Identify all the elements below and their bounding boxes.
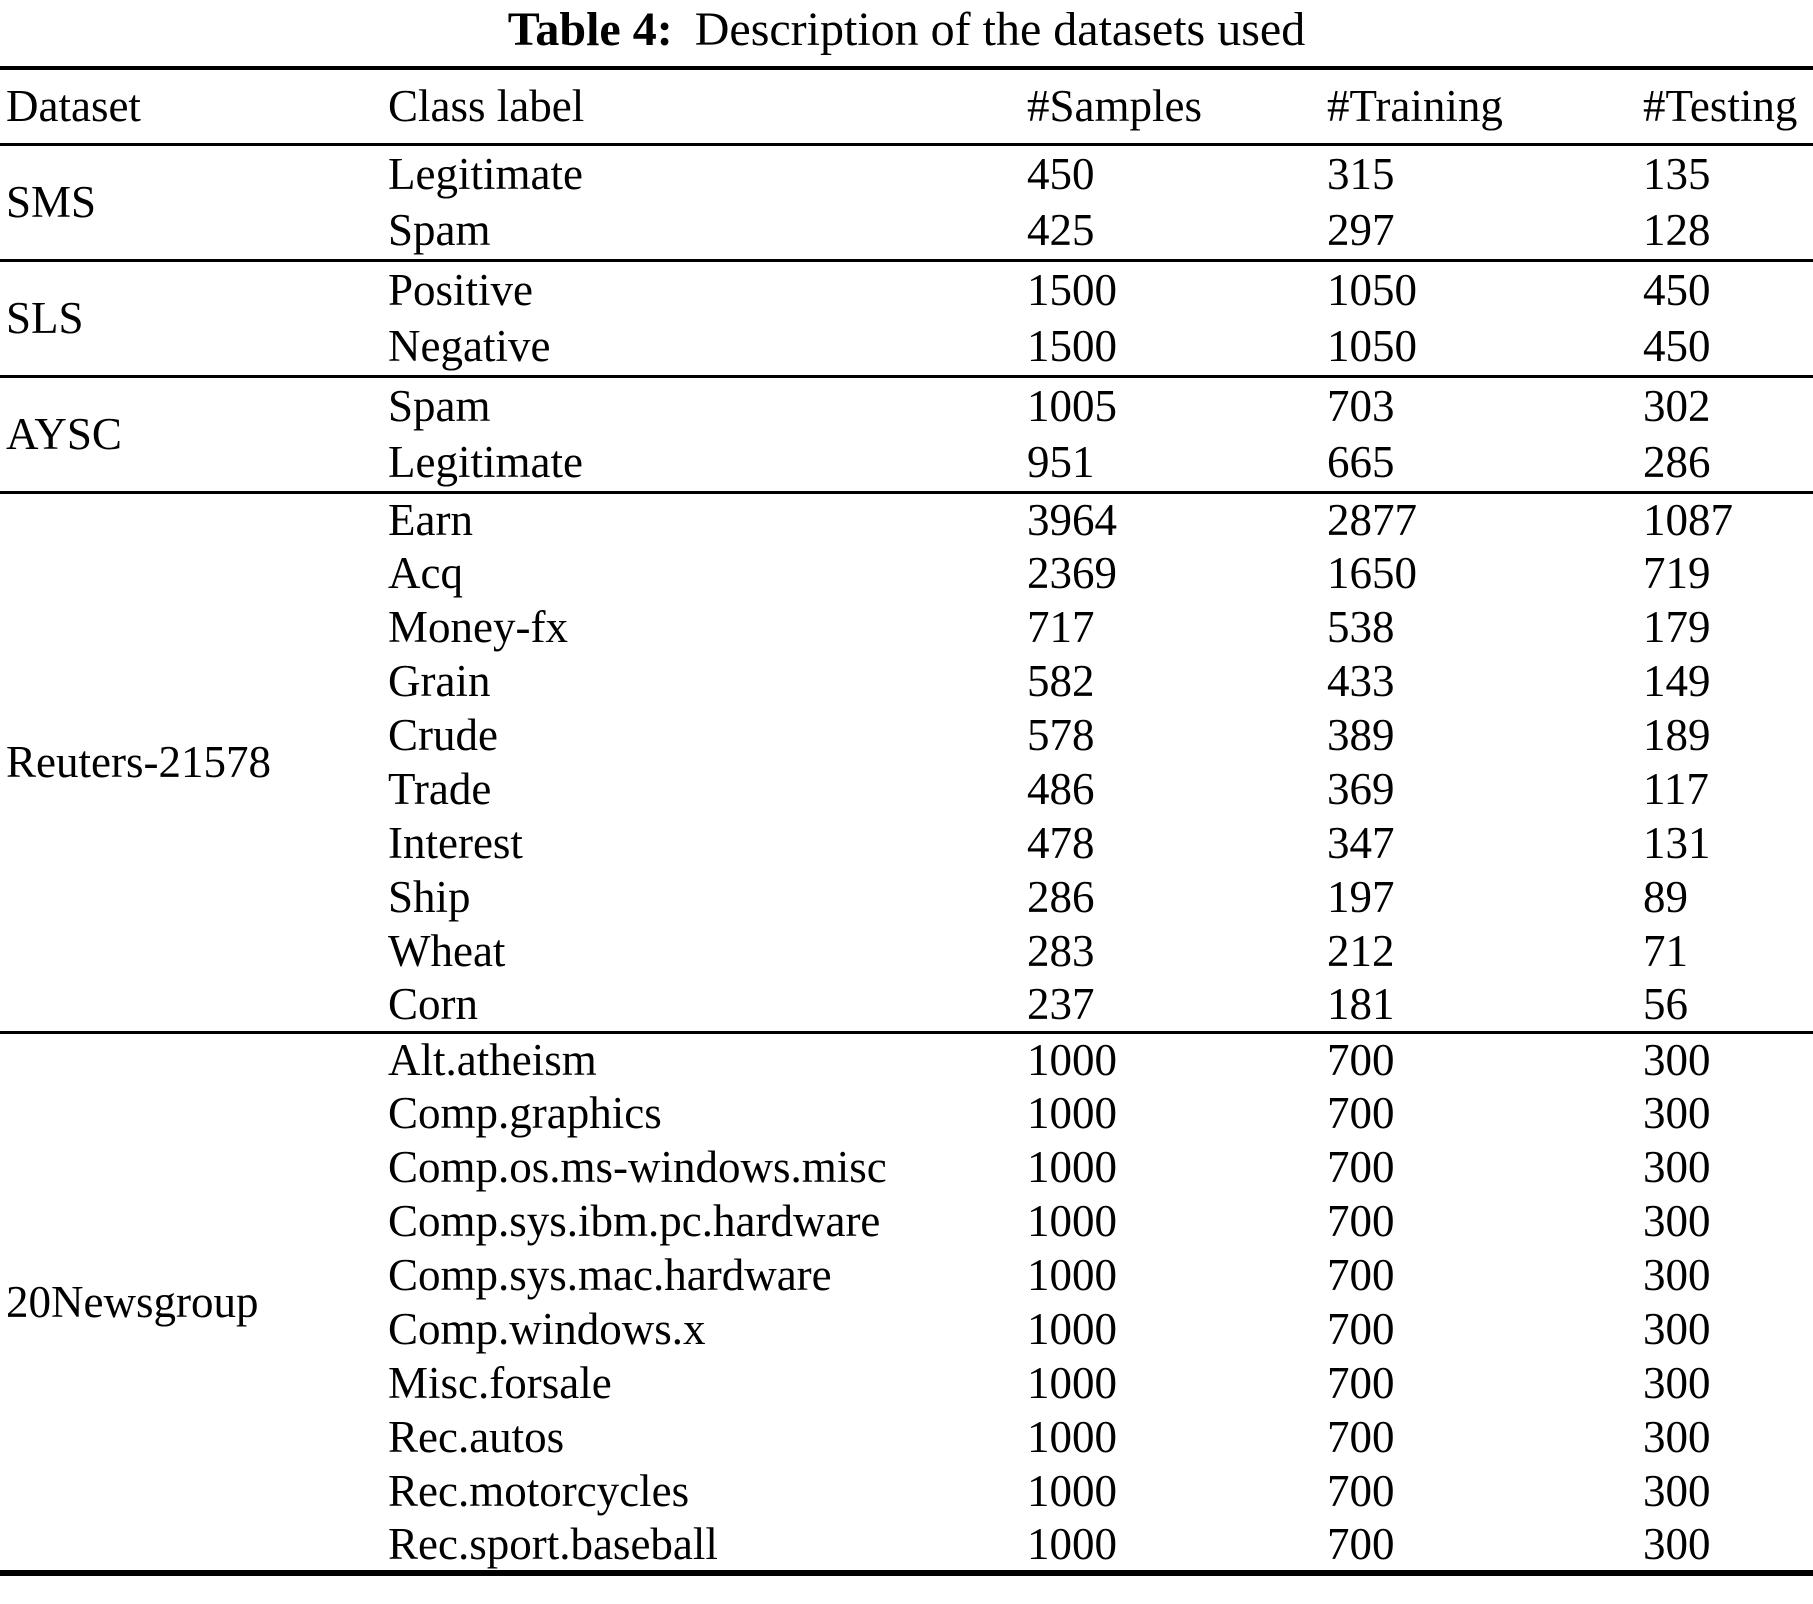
samples-cell: 425 xyxy=(1027,205,1095,256)
dataset-group-sms xyxy=(0,144,1813,260)
testing-cell: 149 xyxy=(1643,656,1711,706)
class-label-cell: Trade xyxy=(388,764,492,814)
testing-cell: 300 xyxy=(1643,1196,1711,1246)
class-label-cell: Misc.forsale xyxy=(388,1358,612,1408)
training-cell: 700 xyxy=(1327,1196,1395,1246)
class-label-cell: Legitimate xyxy=(388,437,583,488)
testing-cell: 300 xyxy=(1643,1412,1711,1462)
samples-cell: 1000 xyxy=(1027,1358,1117,1408)
testing-cell: 300 xyxy=(1643,1358,1711,1408)
dataset-name-cell: AYSC xyxy=(6,409,122,459)
dataset-name-cell: SLS xyxy=(6,293,84,343)
training-cell: 389 xyxy=(1327,710,1395,760)
dataset-group-reuters xyxy=(0,492,1813,1032)
training-cell: 700 xyxy=(1327,1142,1395,1192)
table-row xyxy=(0,492,1813,546)
table-caption xyxy=(0,0,1813,66)
testing-cell: 300 xyxy=(1643,1142,1711,1192)
samples-cell: 582 xyxy=(1027,656,1095,706)
testing-cell: 286 xyxy=(1643,437,1711,488)
testing-cell: 89 xyxy=(1643,872,1688,922)
table-row xyxy=(0,376,1813,434)
header-testing: #Testing xyxy=(1643,81,1798,132)
testing-cell: 300 xyxy=(1643,1304,1711,1354)
table-caption-label: Table 4: xyxy=(507,3,673,56)
class-label-cell: Comp.os.ms-windows.misc xyxy=(388,1142,887,1192)
training-cell: 297 xyxy=(1327,205,1395,256)
class-label-cell: Crude xyxy=(388,710,498,760)
samples-cell: 286 xyxy=(1027,872,1095,922)
samples-cell: 2369 xyxy=(1027,548,1117,598)
samples-cell: 951 xyxy=(1027,437,1095,488)
training-cell: 181 xyxy=(1327,979,1395,1030)
training-cell: 700 xyxy=(1327,1412,1395,1462)
class-label-cell: Alt.atheism xyxy=(388,1034,597,1085)
training-cell: 700 xyxy=(1327,1358,1395,1408)
class-label-cell: Interest xyxy=(388,818,523,868)
testing-cell: 189 xyxy=(1643,710,1711,760)
samples-cell: 1000 xyxy=(1027,1412,1117,1462)
samples-cell: 1000 xyxy=(1027,1142,1117,1192)
samples-cell: 486 xyxy=(1027,764,1095,814)
samples-cell: 478 xyxy=(1027,818,1095,868)
training-cell: 1050 xyxy=(1327,321,1417,372)
training-cell: 197 xyxy=(1327,872,1395,922)
training-cell: 1050 xyxy=(1327,264,1417,315)
dataset-group-20newsgroup xyxy=(0,1032,1813,1573)
table-row xyxy=(0,260,1813,318)
testing-cell: 117 xyxy=(1643,764,1709,814)
table-row xyxy=(0,1032,1813,1086)
testing-cell: 56 xyxy=(1643,979,1688,1030)
training-cell: 700 xyxy=(1327,1088,1395,1138)
class-label-cell: Grain xyxy=(388,656,491,706)
samples-cell: 1500 xyxy=(1027,264,1117,315)
class-label-cell: Comp.windows.x xyxy=(388,1304,706,1354)
dataset-group-aysc xyxy=(0,376,1813,492)
testing-cell: 300 xyxy=(1643,1034,1711,1085)
class-label-cell: Positive xyxy=(388,264,534,315)
training-cell: 433 xyxy=(1327,656,1395,706)
samples-cell: 1000 xyxy=(1027,1034,1117,1085)
header-row xyxy=(0,68,1813,144)
datasets-table xyxy=(0,66,1813,1576)
samples-cell: 1000 xyxy=(1027,1196,1117,1246)
training-cell: 212 xyxy=(1327,926,1395,976)
class-label-cell: Spam xyxy=(388,380,491,431)
samples-cell: 1000 xyxy=(1027,1250,1117,1300)
class-label-cell: Comp.sys.ibm.pc.hardware xyxy=(388,1196,881,1246)
testing-cell: 450 xyxy=(1643,321,1711,372)
samples-cell: 3964 xyxy=(1027,494,1117,545)
training-cell: 700 xyxy=(1327,1304,1395,1354)
training-cell: 538 xyxy=(1327,602,1395,652)
training-cell: 700 xyxy=(1327,1250,1395,1300)
class-label-cell: Corn xyxy=(388,979,478,1030)
header-training: #Training xyxy=(1327,81,1503,132)
dataset-group-sls xyxy=(0,260,1813,376)
training-cell: 369 xyxy=(1327,764,1395,814)
table-header xyxy=(0,68,1813,144)
testing-cell: 179 xyxy=(1643,602,1711,652)
class-label-cell: Money-fx xyxy=(388,602,568,652)
testing-cell: 128 xyxy=(1643,205,1711,256)
samples-cell: 450 xyxy=(1027,148,1095,199)
training-cell: 2877 xyxy=(1327,494,1417,545)
class-label-cell: Rec.sport.baseball xyxy=(388,1519,718,1569)
testing-cell: 719 xyxy=(1643,548,1711,598)
dataset-name-cell: 20Newsgroup xyxy=(6,1276,259,1327)
samples-cell: 283 xyxy=(1027,926,1095,976)
class-label-cell: Rec.motorcycles xyxy=(388,1466,690,1516)
testing-cell: 300 xyxy=(1643,1250,1711,1300)
class-label-cell: Comp.sys.mac.hardware xyxy=(388,1250,832,1300)
header-dataset: Dataset xyxy=(6,81,141,132)
class-label-cell: Comp.graphics xyxy=(388,1088,662,1138)
class-label-cell: Rec.autos xyxy=(388,1412,565,1462)
samples-cell: 1000 xyxy=(1027,1304,1117,1354)
training-cell: 703 xyxy=(1327,380,1395,431)
testing-cell: 302 xyxy=(1643,380,1711,431)
testing-cell: 135 xyxy=(1643,148,1711,199)
testing-cell: 300 xyxy=(1643,1519,1711,1569)
class-label-cell: Ship xyxy=(388,872,471,922)
class-label-cell: Wheat xyxy=(388,926,506,976)
class-label-cell: Negative xyxy=(388,321,551,372)
class-label-cell: Acq xyxy=(388,548,463,598)
testing-cell: 450 xyxy=(1643,264,1711,315)
training-cell: 700 xyxy=(1327,1466,1395,1516)
samples-cell: 578 xyxy=(1027,710,1095,760)
training-cell: 315 xyxy=(1327,148,1395,199)
table-caption-text: Description of the datasets used xyxy=(694,3,1306,56)
samples-cell: 717 xyxy=(1027,602,1095,652)
samples-cell: 1000 xyxy=(1027,1466,1117,1516)
testing-cell: 71 xyxy=(1643,926,1688,976)
training-cell: 700 xyxy=(1327,1519,1395,1569)
training-cell: 665 xyxy=(1327,437,1395,488)
dataset-name-cell: SMS xyxy=(6,177,97,227)
samples-cell: 1000 xyxy=(1027,1519,1117,1569)
testing-cell: 300 xyxy=(1643,1466,1711,1516)
testing-cell: 131 xyxy=(1643,818,1711,868)
class-label-cell: Spam xyxy=(388,205,491,256)
samples-cell: 1005 xyxy=(1027,380,1117,431)
samples-cell: 237 xyxy=(1027,979,1095,1030)
class-label-cell: Legitimate xyxy=(388,148,583,199)
testing-cell: 300 xyxy=(1643,1088,1711,1138)
dataset-name-cell: Reuters-21578 xyxy=(6,737,271,787)
samples-cell: 1500 xyxy=(1027,321,1117,372)
class-label-cell: Earn xyxy=(388,494,473,545)
header-samples: #Samples xyxy=(1027,81,1202,132)
testing-cell: 1087 xyxy=(1643,494,1733,545)
training-cell: 347 xyxy=(1327,818,1395,868)
samples-cell: 1000 xyxy=(1027,1088,1117,1138)
training-cell: 700 xyxy=(1327,1034,1395,1085)
header-class-label: Class label xyxy=(388,81,585,132)
training-cell: 1650 xyxy=(1327,548,1417,598)
table-row xyxy=(0,144,1813,202)
